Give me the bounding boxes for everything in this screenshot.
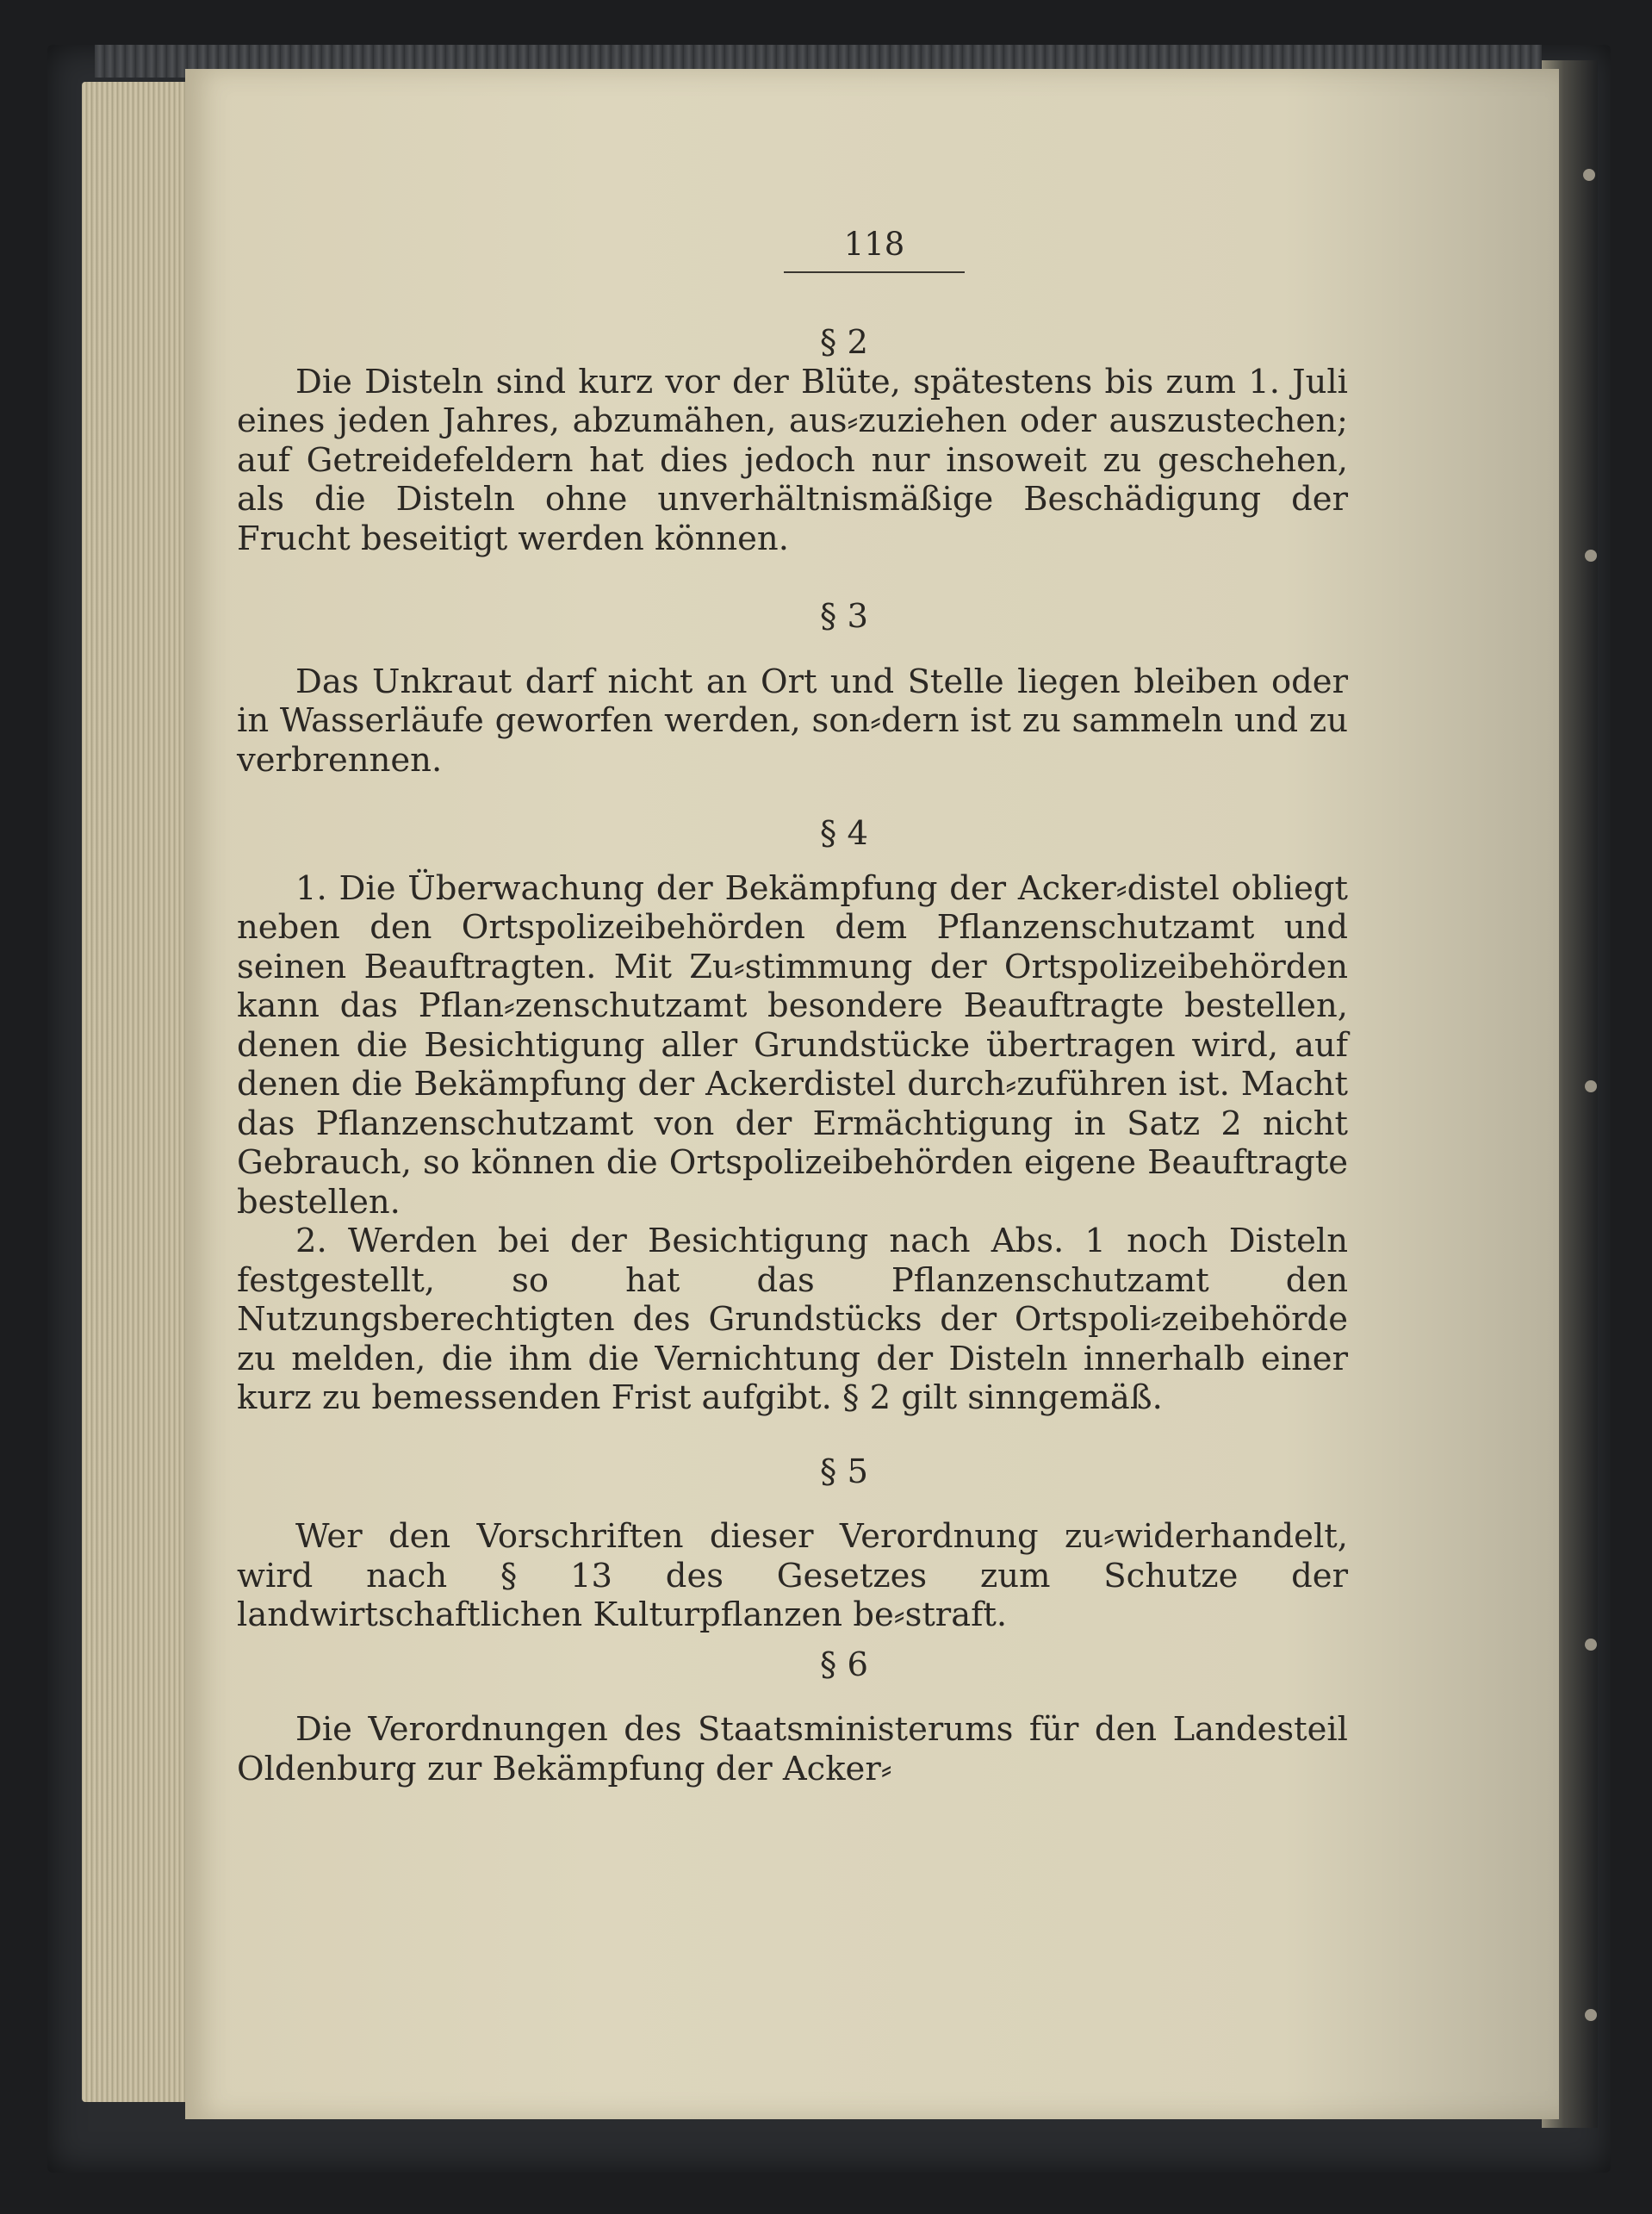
header-rule <box>784 271 965 273</box>
page-header <box>784 226 965 273</box>
paragraph: Wer den Vorschriften dieser Verordnung zu⸗widerhandelt, wird nach § 13 des Gesetzes zum Schutze der landwirtschaftlichen Kulturpflanzen be⸗straft. <box>237 1517 1348 1634</box>
page-edges <box>82 82 202 2102</box>
paragraph: Das Unkraut darf nicht an Ort und Stelle liegen bleiben oder in Wasserläufe geworfen werden, son⸗dern ist zu sammeln und zu verbrennen. <box>237 662 1348 780</box>
paragraph: Die Verordnungen des Staatsministerums für den Landesteil Oldenburg zur Bekämpfung der Acker⸗ <box>237 1710 1348 1788</box>
section-heading: § 2 <box>820 323 868 362</box>
binding-mark <box>1585 2009 1597 2021</box>
paragraph: 2. Werden bei der Besichtigung nach Abs. 1 noch Disteln festgestellt, so hat das Pflanzenschutzamt den Nutzungsberechtigten des Grundstücks der Ortspoli⸗zeibehörde zu melden, die ihm die Vernichtung der Disteln innerhalb einer kurz zu bemessenden Frist aufgibt. § 2 gilt sinngemäß. <box>237 1222 1348 1417</box>
section-heading: § 6 <box>820 1645 868 1684</box>
page-text <box>237 323 1348 1788</box>
section-heading: § 5 <box>820 1452 868 1491</box>
section-heading: § 3 <box>820 597 868 636</box>
binding-mark <box>1583 169 1595 181</box>
binding-mark <box>1585 550 1597 562</box>
page-number: 118 <box>843 226 905 263</box>
binding-mark <box>1585 1639 1597 1651</box>
binding-mark <box>1585 1080 1597 1092</box>
paragraph: Die Disteln sind kurz vor der Blüte, spätestens bis zum 1. Juli eines jeden Jahres, abzumähen, aus⸗zuziehen oder auszustechen; auf Getreidefeldern hat dies jedoch nur insoweit zu geschehen, als die Disteln ohne unverhältnismäßige Beschädigung der Frucht beseitigt werden können. <box>237 362 1348 558</box>
paragraph: 1. Die Überwachung der Bekämpfung der Acker⸗distel obliegt neben den Ortspolizeibehörden dem Pflanzenschutzamt und seinen Beauftragten. Mit Zu⸗stimmung der Ortspolizeibehörden kann das Pflan⸗zenschutzamt besondere Beauftragte bestellen, denen die Besichtigung aller Grundstücke übertragen wird, auf denen die Bekämpfung der Ackerdistel durch⸗zuführen ist. Macht das Pflanzenschutzamt von der Ermächtigung in Satz 2 nicht Gebrauch, so können die Ortspolizeibehörden eigene Beauftragte bestellen. <box>237 868 1348 1222</box>
section-heading: § 4 <box>820 814 868 853</box>
